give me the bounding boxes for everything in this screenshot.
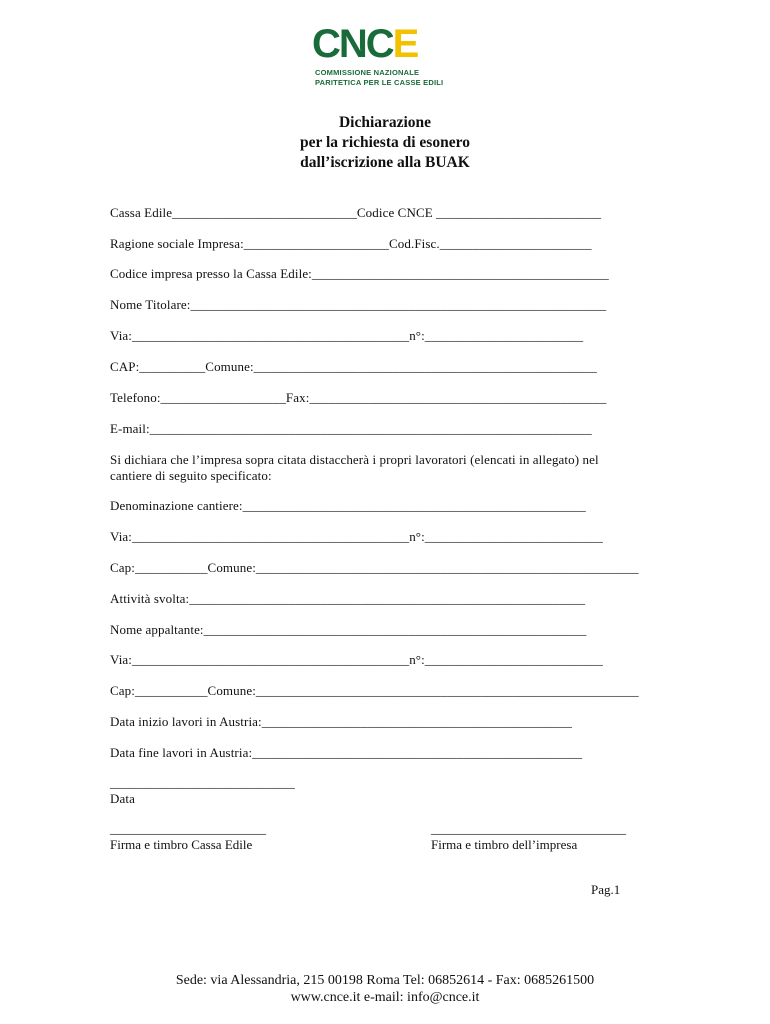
signature-cassa-edile-line[interactable]: ________________________	[110, 821, 266, 836]
signature-cassa-edile-label: Firma e timbro Cassa Edile	[110, 837, 253, 852]
field-data-fine[interactable]: Data fine lavori in Austria:__________________________________________________	[110, 745, 583, 760]
date-blank-line[interactable]: ____________________________	[110, 775, 295, 790]
field-ragione-sociale[interactable]: Ragione sociale Impresa:______________________Cod.Fisc._______________________	[110, 236, 592, 251]
field-email[interactable]: E-mail:___________________________________________________________________	[110, 421, 592, 436]
signature-impresa-line[interactable]: ______________________________	[431, 821, 626, 836]
field-via-impresa[interactable]: Via:__________________________________________n°:________________________	[110, 328, 584, 343]
field-telefono-fax[interactable]: Telefono:___________________Fax:_____________________________________________	[110, 390, 607, 405]
field-codice-impresa[interactable]: Codice impresa presso la Cassa Edile:_____________________________________________	[110, 266, 609, 281]
field-data-inizio[interactable]: Data inizio lavori in Austria:_______________________________________________	[110, 714, 572, 729]
declaration-line-1: Si dichiara che l’impresa sopra citata distaccherà i propri lavoratori (elencati in allegato) nel	[110, 452, 599, 467]
title-line-3: dall’iscrizione alla BUAK	[300, 154, 470, 171]
field-cap-comune-impresa[interactable]: CAP:__________Comune:____________________________________________________	[110, 359, 597, 374]
field-cap-comune-appaltante[interactable]: Cap:___________Comune:__________________________________________________________	[110, 683, 639, 698]
field-denominazione-cantiere[interactable]: Denominazione cantiere:____________________________________________________	[110, 498, 586, 513]
field-nome-titolare[interactable]: Nome Titolare:_______________________________________________________________	[110, 297, 607, 312]
logo-mark-main: CNC	[312, 22, 393, 66]
signature-impresa-label: Firma e timbro dell’impresa	[431, 837, 578, 852]
footer-address: Sede: via Alessandria, 215 00198 Roma Tel: 06852614 - Fax: 0685261500	[175, 973, 595, 988]
logo-mark	[312, 22, 417, 66]
field-cap-comune-cantiere[interactable]: Cap:___________Comune:__________________________________________________________	[110, 560, 639, 575]
page-number: Pag.1	[591, 882, 621, 897]
cnce-logo	[312, 22, 444, 92]
logo-subtitle-2: PARITETICA PER LE CASSE EDILI	[315, 78, 444, 87]
date-label: Data	[110, 791, 135, 806]
declaration-line-2: cantiere di seguito specificato:	[110, 468, 272, 483]
field-cassa-edile[interactable]: Cassa Edile____________________________Codice CNCE _________________________	[110, 205, 602, 220]
logo-subtitle-1: COMMISSIONE NAZIONALE	[315, 68, 420, 77]
logo-mark-accent: E	[392, 22, 418, 66]
field-attivita-svolta[interactable]: Attività svolta:____________________________________________________________	[110, 591, 586, 606]
field-via-cantiere[interactable]: Via:__________________________________________n°:___________________________	[110, 529, 604, 544]
field-via-appaltante[interactable]: Via:__________________________________________n°:___________________________	[110, 652, 604, 667]
field-nome-appaltante[interactable]: Nome appaltante:__________________________________________________________	[110, 622, 587, 637]
title-line-1: Dichiarazione	[338, 114, 432, 131]
title-line-2: per la richiesta di esonero	[300, 134, 470, 151]
footer-contacts: www.cnce.it e-mail: info@cnce.it	[290, 990, 480, 1005]
